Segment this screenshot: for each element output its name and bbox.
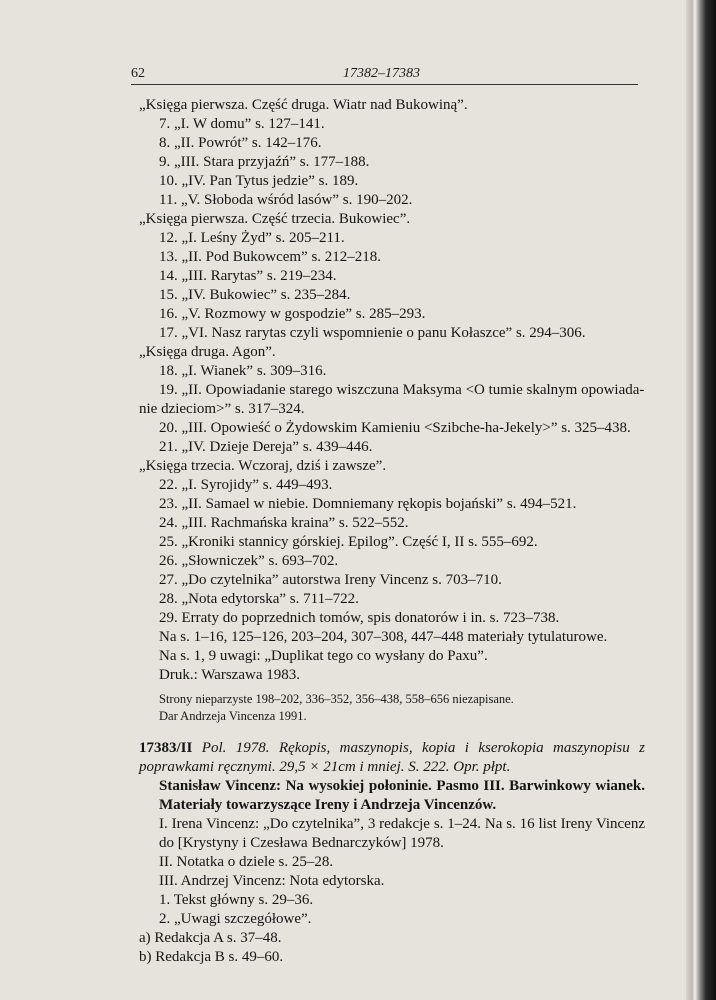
entry-description: Pol. 1978. Rękopis, maszynopis, kopia i kserokopia maszynopisu z poprawkami ręcznymi. 29,5 × 21cm i mniej. S. 222. Opr. płpt.	[139, 740, 645, 775]
page-number: 62	[131, 66, 145, 81]
text-line: Na s. 1, 9 uwagi: „Duplikat tego co wysłany do Paxu”.	[159, 648, 488, 664]
page-edge	[686, 0, 716, 1000]
text-line: 23. „II. Samael w niebie. Domniemany rękopis bojański” s. 494–521.	[159, 496, 577, 512]
text-line: „Księga pierwsza. Część druga. Wiatr nad Bukowiną”.	[139, 97, 468, 113]
catalog-entry	[139, 739, 645, 967]
note-line: Dar Andrzeja Vincenza 1991.	[159, 709, 307, 723]
text-line: 8. „II. Powrót” s. 142–176.	[159, 135, 322, 151]
note-line: Strony nieparzyste 198–202, 336–352, 356–438, 558–656 niezapisane.	[159, 692, 514, 706]
entry-item: I. Irena Vincenz: „Do czytelnika”, 3 redakcje s. 1–24. Na s. 16 list Ireny Vincenz do [Krystyny i Czesława Bednarczyków] 1978.	[159, 816, 645, 851]
entry-title: Stanisław Vincenz: Na wysokiej połoninie. Pasmo III. Barwinkowy wianek. Materiały towarzyszące Ireny i Andrzeja Vincenzów.	[159, 778, 645, 813]
text-line: 29. Erraty do poprzednich tomów, spis donatorów i in. s. 723–738.	[159, 610, 560, 626]
entry-item: b) Redakcja B s. 49–60.	[139, 949, 284, 965]
text-line: 12. „I. Leśny Żyd” s. 205–211.	[159, 230, 345, 246]
text-line: 11. „V. Słoboda wśród lasów” s. 190–202.	[159, 192, 413, 208]
text-line: 26. „Słowniczek” s. 693–702.	[159, 553, 339, 569]
text-line: 17. „VI. Nasz rarytas czyli wspomnienie o panu Kołaszce” s. 294–306.	[159, 325, 586, 341]
text-line: 24. „III. Rachmańska kraina” s. 522–552.	[159, 515, 409, 531]
entry-item: 2. „Uwagi szczegółowe”.	[159, 911, 312, 927]
text-line: 9. „III. Stara przyjaźń” s. 177–188.	[159, 154, 370, 170]
text-line: 28. „Nota edytorska” s. 711–722.	[159, 591, 359, 607]
text-line: „Księga druga. Agon”.	[139, 344, 276, 360]
text-line: 20. „III. Opowieść o Żydowskim Kamieniu <Szibche-ha-Jekely>” s. 325–438.	[159, 420, 631, 436]
text-line: „Księga pierwsza. Część trzecia. Bukowiec”.	[139, 211, 411, 227]
page-body	[139, 96, 645, 967]
text-line: 13. „II. Pod Bukowcem” s. 212–218.	[159, 249, 382, 265]
entry-item: a) Redakcja A s. 37–48.	[139, 930, 282, 946]
entry-item: 1. Tekst główny s. 29–36.	[159, 892, 314, 908]
running-title: 17382–17383	[343, 66, 420, 81]
text-line: Druk.: Warszawa 1983.	[159, 667, 300, 683]
entry-item: III. Andrzej Vincenz: Nota edytorska.	[159, 873, 385, 889]
text-line: 25. „Kroniki stannicy górskiej. Epilog”. Część I, II s. 555–692.	[159, 534, 538, 550]
text-line: 7. „I. W domu” s. 127–141.	[159, 116, 325, 132]
text-line: 10. „IV. Pan Tytus jedzie” s. 189.	[159, 173, 359, 189]
text-line: 21. „IV. Dzieje Dereja” s. 439–446.	[159, 439, 373, 455]
text-line: 22. „I. Syrojidy” s. 449–493.	[159, 477, 333, 493]
text-line: 19. „II. Opowiadanie starego wiszczuna Maksyma <O tumie skalnym opowiada-	[159, 382, 645, 398]
text-line: 27. „Do czytelnika” autorstwa Ireny Vincenz s. 703–710.	[159, 572, 502, 588]
header-rule	[131, 84, 638, 85]
entry-item: II. Notatka o dziele s. 25–28.	[159, 854, 334, 870]
text-line: „Księga trzecia. Wczoraj, dziś i zawsze”.	[139, 458, 387, 474]
text-line: 14. „III. Rarytas” s. 219–234.	[159, 268, 337, 284]
text-line: 18. „I. Wianek” s. 309–316.	[159, 363, 327, 379]
page-header	[131, 66, 639, 82]
text-line: 16. „V. Rozmowy w gospodzie” s. 285–293.	[159, 306, 426, 322]
entry-id: 17383/II	[139, 740, 193, 756]
text-line: 15. „IV. Bukowiec” s. 235–284.	[159, 287, 351, 303]
text-line: Na s. 1–16, 125–126, 203–204, 307–308, 447–448 materiały tytulaturowe.	[159, 629, 608, 645]
text-line: nie dzieciom>” s. 317–324.	[139, 401, 305, 417]
